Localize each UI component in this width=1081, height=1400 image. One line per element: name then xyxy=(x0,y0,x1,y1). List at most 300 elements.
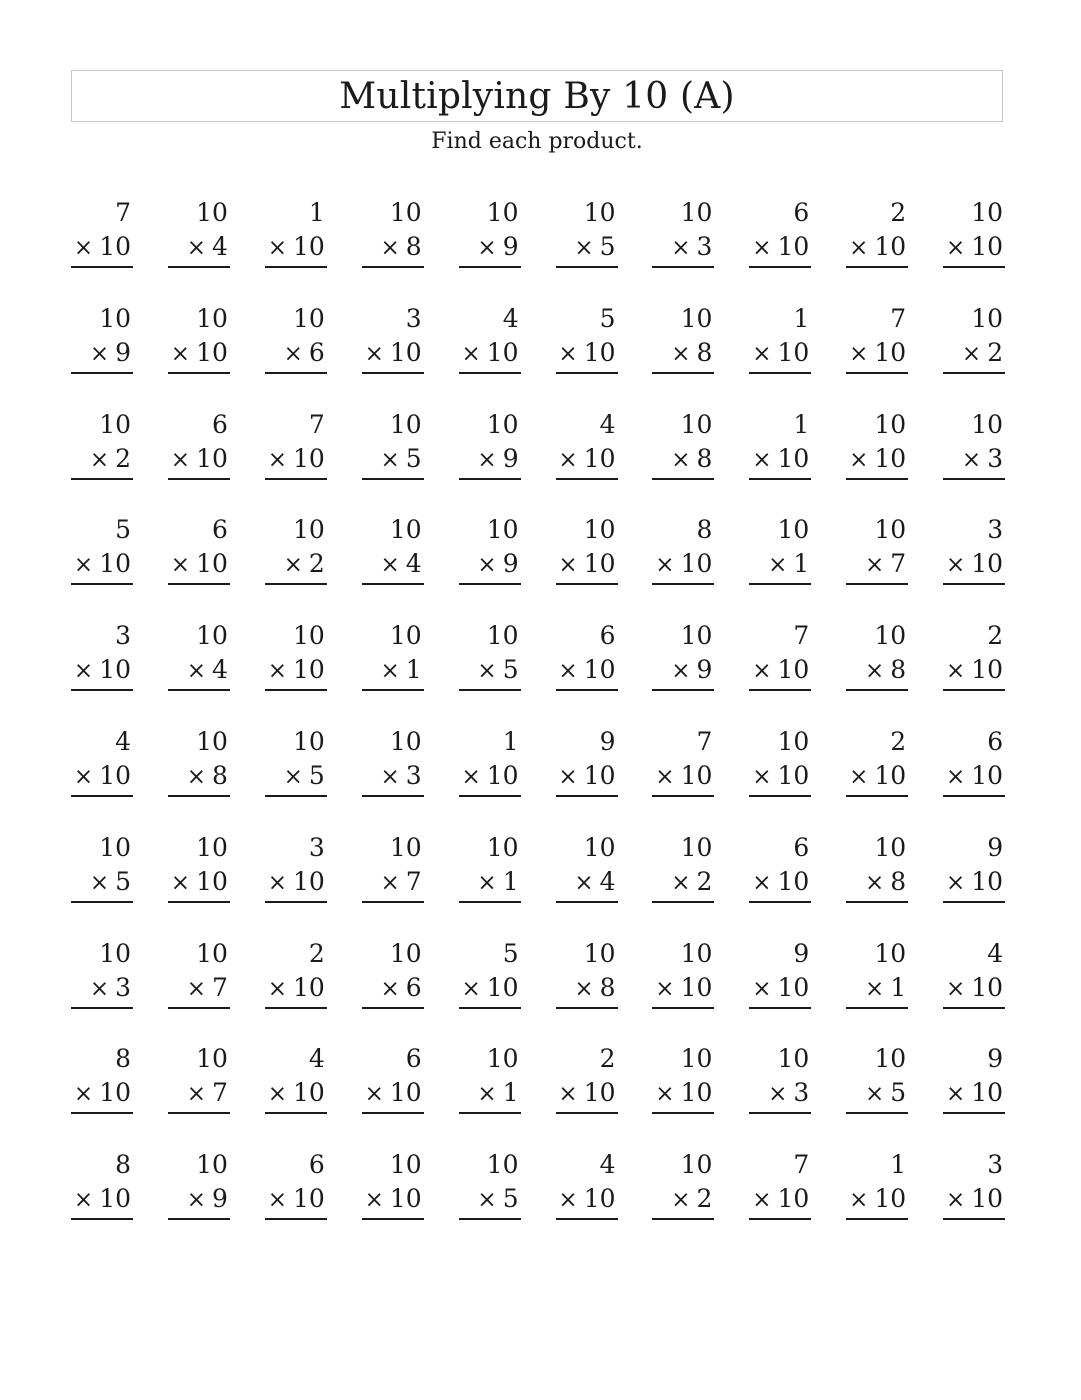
multiplier-line xyxy=(265,1076,327,1114)
multiplication-problem xyxy=(556,725,618,797)
multiplier: 10 xyxy=(777,443,810,473)
multiplier-line xyxy=(168,1182,230,1220)
multiplier: 10 xyxy=(292,232,325,261)
multiplier-line xyxy=(265,442,327,480)
multiplicand: 10 xyxy=(777,515,810,545)
multiplicand: 8 xyxy=(696,515,713,545)
worksheet-title: Multiplying By 10 (A) xyxy=(339,76,735,117)
multiplier: 10 xyxy=(777,337,810,367)
multiplicand: 10 xyxy=(292,726,325,756)
multiplier-line xyxy=(652,547,714,585)
multiplier: 7 xyxy=(405,866,422,896)
times-sign: × xyxy=(89,446,110,473)
multiplication-problem xyxy=(556,619,618,691)
times-sign: × xyxy=(283,763,303,790)
multiplicand: 10 xyxy=(196,1150,228,1180)
multiplicand: 2 xyxy=(890,726,907,756)
multiplicand: 10 xyxy=(196,1044,228,1074)
multiplication-problem xyxy=(943,196,1005,268)
multiplication-problem xyxy=(459,619,521,691)
multiplicand: 10 xyxy=(680,621,713,651)
multiplication-problem xyxy=(71,619,133,691)
multiplicand: 10 xyxy=(874,1044,907,1074)
problem-row xyxy=(71,302,1005,408)
times-sign: × xyxy=(946,235,966,261)
times-sign: × xyxy=(752,763,772,790)
multiplier: 10 xyxy=(874,443,907,473)
multiplier-line xyxy=(265,230,327,268)
times-sign: × xyxy=(655,552,675,579)
multiplicand: 10 xyxy=(196,303,228,333)
multiplicand: 10 xyxy=(486,621,519,651)
multiplicand: 10 xyxy=(486,832,519,862)
multiplier-line xyxy=(71,442,133,480)
multiplier: 10 xyxy=(874,337,907,367)
multiplication-problem xyxy=(749,619,811,691)
multiplier-line xyxy=(556,336,618,374)
multiplication-problem xyxy=(459,831,521,903)
times-sign: × xyxy=(380,446,400,473)
multiplier: 9 xyxy=(502,443,519,473)
multiplier: 3 xyxy=(405,760,422,790)
multiplier: 10 xyxy=(777,1184,810,1214)
multiplicand: 1 xyxy=(502,726,519,756)
times-sign: × xyxy=(849,340,869,367)
multiplier-line xyxy=(749,971,811,1009)
multiplicand: 9 xyxy=(987,1044,1004,1074)
multiplication-problem xyxy=(652,619,714,691)
multiplicand: 6 xyxy=(599,621,616,651)
times-sign: × xyxy=(461,763,481,790)
multiplier-line xyxy=(362,865,424,903)
multiplier-line xyxy=(846,865,908,903)
times-sign: × xyxy=(364,1187,384,1214)
multiplication-problem xyxy=(168,1148,230,1220)
times-sign: × xyxy=(73,658,94,685)
multiplier-line xyxy=(749,759,811,797)
problem-row xyxy=(71,619,1005,725)
multiplier: 10 xyxy=(196,443,228,473)
multiplication-problem xyxy=(846,831,908,903)
multiplication-problem xyxy=(749,1148,811,1220)
multiplicand: 10 xyxy=(583,938,616,968)
times-sign: × xyxy=(186,235,206,261)
times-sign: × xyxy=(946,975,966,1002)
multiplication-problem xyxy=(459,1148,521,1220)
times-sign: × xyxy=(946,1081,966,1108)
times-sign: × xyxy=(89,869,110,896)
multiplicand: 1 xyxy=(308,198,325,227)
multiplier: 2 xyxy=(308,549,325,579)
multiplier-line xyxy=(168,759,230,797)
multiplicand: 3 xyxy=(115,621,131,651)
multiplicand: 10 xyxy=(99,832,131,862)
multiplier: 9 xyxy=(502,549,519,579)
multiplier-line xyxy=(265,1182,327,1220)
multiplier-line xyxy=(459,547,521,585)
multiplication-problem xyxy=(749,725,811,797)
multiplier-line xyxy=(749,547,811,585)
times-sign: × xyxy=(186,1081,206,1108)
multiplier: 10 xyxy=(292,655,325,685)
times-sign: × xyxy=(461,340,481,367)
problem-grid xyxy=(71,196,1005,1254)
multiplier: 10 xyxy=(971,549,1004,579)
problem-row xyxy=(71,937,1005,1043)
multiplication-problem xyxy=(362,1042,424,1114)
times-sign: × xyxy=(865,1081,885,1108)
multiplication-problem xyxy=(556,196,618,268)
times-sign: × xyxy=(364,1081,384,1108)
multiplicand: 5 xyxy=(599,303,616,333)
multiplier: 10 xyxy=(874,232,907,261)
multiplier-line xyxy=(459,759,521,797)
multiplicand: 2 xyxy=(599,1044,616,1074)
multiplication-problem xyxy=(362,725,424,797)
multiplicand: 7 xyxy=(890,303,907,333)
multiplier: 10 xyxy=(583,1078,616,1108)
multiplicand: 5 xyxy=(115,515,131,545)
multiplicand: 10 xyxy=(389,515,422,545)
times-sign: × xyxy=(186,1187,206,1214)
multiplier-line xyxy=(943,442,1005,480)
multiplier: 10 xyxy=(389,1184,422,1214)
multiplication-problem xyxy=(168,937,230,1009)
multiplicand: 10 xyxy=(583,198,616,227)
multiplier: 5 xyxy=(599,232,616,261)
multiplier-line xyxy=(459,230,521,268)
multiplicand: 10 xyxy=(389,726,422,756)
multiplier: 2 xyxy=(987,337,1004,367)
multiplication-problem xyxy=(265,937,327,1009)
problem-row xyxy=(71,196,1005,302)
multiplier-line xyxy=(846,759,908,797)
multiplier-line xyxy=(749,653,811,691)
multiplicand: 7 xyxy=(793,621,810,651)
multiplicand: 6 xyxy=(211,515,228,545)
multiplier: 5 xyxy=(115,866,131,896)
multiplication-problem xyxy=(652,937,714,1009)
multiplier-line xyxy=(652,653,714,691)
times-sign: × xyxy=(671,340,691,367)
times-sign: × xyxy=(73,235,94,261)
multiplier-line xyxy=(71,1076,133,1114)
multiplier: 2 xyxy=(696,1184,713,1214)
multiplier-line xyxy=(556,759,618,797)
multiplier-line xyxy=(943,1182,1005,1220)
multiplier-line xyxy=(749,1076,811,1114)
multiplier: 4 xyxy=(599,866,616,896)
multiplier: 8 xyxy=(696,443,713,473)
times-sign: × xyxy=(283,340,303,367)
multiplier: 10 xyxy=(292,972,325,1002)
multiplier-line xyxy=(556,653,618,691)
multiplier-line xyxy=(362,1182,424,1220)
multiplicand: 10 xyxy=(777,726,810,756)
multiplicand: 2 xyxy=(308,938,325,968)
multiplier: 10 xyxy=(583,337,616,367)
multiplication-problem xyxy=(71,831,133,903)
multiplication-problem xyxy=(71,513,133,585)
multiplier-line xyxy=(943,1076,1005,1114)
multiplicand: 4 xyxy=(599,1150,616,1180)
multiplication-problem xyxy=(943,513,1005,585)
multiplication-problem xyxy=(943,619,1005,691)
multiplicand: 8 xyxy=(115,1150,131,1180)
times-sign: × xyxy=(380,235,400,261)
multiplier-line xyxy=(265,653,327,691)
multiplier-line xyxy=(652,336,714,374)
multiplication-problem xyxy=(71,937,133,1009)
multiplication-problem xyxy=(846,1148,908,1220)
multiplication-problem xyxy=(749,831,811,903)
multiplication-problem xyxy=(652,725,714,797)
multiplication-problem xyxy=(362,937,424,1009)
times-sign: × xyxy=(574,869,594,896)
multiplicand: 10 xyxy=(583,515,616,545)
multiplier: 8 xyxy=(890,866,907,896)
multiplier-line xyxy=(943,759,1005,797)
multiplier: 1 xyxy=(890,972,907,1002)
multiplier: 8 xyxy=(890,655,907,685)
multiplication-problem xyxy=(943,937,1005,1009)
multiplication-problem xyxy=(265,302,327,374)
multiplier-line xyxy=(71,336,133,374)
multiplication-problem xyxy=(652,513,714,585)
times-sign: × xyxy=(89,340,110,367)
multiplicand: 7 xyxy=(308,409,325,439)
multiplicand: 10 xyxy=(971,303,1004,333)
multiplicand: 4 xyxy=(115,726,131,756)
times-sign: × xyxy=(655,1081,675,1108)
multiplier-line xyxy=(943,971,1005,1009)
multiplier: 5 xyxy=(502,1184,519,1214)
times-sign: × xyxy=(558,1187,578,1214)
multiplier-line xyxy=(459,865,521,903)
multiplier-line xyxy=(556,971,618,1009)
problem-row xyxy=(71,408,1005,514)
multiplier-line xyxy=(652,759,714,797)
multiplicand: 10 xyxy=(874,515,907,545)
multiplication-problem xyxy=(362,196,424,268)
multiplicand: 2 xyxy=(987,621,1004,651)
multiplier: 10 xyxy=(680,760,713,790)
multiplicand: 7 xyxy=(793,1150,810,1180)
multiplication-problem xyxy=(71,196,133,268)
multiplier: 10 xyxy=(292,1078,325,1108)
multiplication-problem xyxy=(71,1042,133,1114)
problem-row xyxy=(71,725,1005,831)
title-box xyxy=(71,70,1003,122)
multiplication-problem xyxy=(749,408,811,480)
multiplier-line xyxy=(71,653,133,691)
multiplier: 10 xyxy=(971,1078,1004,1108)
times-sign: × xyxy=(380,975,400,1002)
multiplier-line xyxy=(652,1076,714,1114)
multiplier: 10 xyxy=(971,760,1004,790)
multiplicand: 10 xyxy=(99,409,131,439)
multiplier: 10 xyxy=(583,443,616,473)
multiplier-line xyxy=(556,442,618,480)
multiplier-line xyxy=(168,547,230,585)
multiplicand: 10 xyxy=(196,621,228,651)
multiplier: 10 xyxy=(777,232,810,261)
multiplier: 1 xyxy=(405,655,422,685)
multiplier: 10 xyxy=(971,1184,1004,1214)
times-sign: × xyxy=(267,446,287,473)
multiplier: 10 xyxy=(971,866,1004,896)
multiplier-line xyxy=(556,1076,618,1114)
multiplication-problem xyxy=(846,513,908,585)
multiplication-problem xyxy=(652,831,714,903)
times-sign: × xyxy=(961,340,982,367)
multiplicand: 2 xyxy=(890,198,907,227)
multiplication-problem xyxy=(652,302,714,374)
multiplier-line xyxy=(652,865,714,903)
multiplier: 10 xyxy=(99,1184,131,1214)
multiplication-problem xyxy=(846,725,908,797)
multiplier-line xyxy=(846,442,908,480)
multiplication-problem xyxy=(362,302,424,374)
times-sign: × xyxy=(364,340,384,367)
times-sign: × xyxy=(73,763,94,790)
multiplier-line xyxy=(265,759,327,797)
multiplier-line xyxy=(943,865,1005,903)
multiplication-problem xyxy=(265,408,327,480)
multiplier: 9 xyxy=(211,1184,228,1214)
multiplicand: 10 xyxy=(486,409,519,439)
multiplier: 10 xyxy=(583,760,616,790)
multiplier: 10 xyxy=(583,1184,616,1214)
times-sign: × xyxy=(477,552,497,579)
multiplier-line xyxy=(846,1182,908,1220)
multiplier: 3 xyxy=(115,972,131,1002)
multiplication-problem xyxy=(362,619,424,691)
multiplier-line xyxy=(168,230,230,268)
multiplier-line xyxy=(846,230,908,268)
times-sign: × xyxy=(73,1081,94,1108)
multiplier: 10 xyxy=(971,655,1004,685)
multiplier: 8 xyxy=(211,760,228,790)
multiplication-problem xyxy=(459,937,521,1009)
multiplier-line xyxy=(459,442,521,480)
multiplier-line xyxy=(168,1076,230,1114)
multiplier-line xyxy=(652,971,714,1009)
multiplier: 1 xyxy=(502,1078,519,1108)
multiplicand: 9 xyxy=(599,726,616,756)
multiplication-problem xyxy=(652,1148,714,1220)
multiplier: 8 xyxy=(405,232,422,261)
multiplier-line xyxy=(943,547,1005,585)
multiplier: 3 xyxy=(793,1078,810,1108)
multiplier: 10 xyxy=(777,972,810,1002)
times-sign: × xyxy=(752,1187,772,1214)
multiplication-problem xyxy=(943,302,1005,374)
multiplication-problem xyxy=(459,408,521,480)
times-sign: × xyxy=(477,869,497,896)
multiplication-problem xyxy=(71,302,133,374)
multiplier: 10 xyxy=(680,549,713,579)
multiplier: 6 xyxy=(405,972,422,1002)
multiplicand: 10 xyxy=(874,621,907,651)
times-sign: × xyxy=(865,869,885,896)
multiplier-line xyxy=(749,1182,811,1220)
multiplicand: 6 xyxy=(793,832,810,862)
multiplier-line xyxy=(749,230,811,268)
problem-row xyxy=(71,513,1005,619)
times-sign: × xyxy=(961,446,982,473)
multiplier-line xyxy=(362,653,424,691)
times-sign: × xyxy=(574,235,594,261)
multiplicand: 9 xyxy=(793,938,810,968)
multiplicand: 10 xyxy=(680,409,713,439)
multiplication-problem xyxy=(265,619,327,691)
times-sign: × xyxy=(73,552,94,579)
multiplicand: 10 xyxy=(196,726,228,756)
multiplier-line xyxy=(168,653,230,691)
multiplier: 9 xyxy=(696,655,713,685)
multiplication-problem xyxy=(459,725,521,797)
multiplication-problem xyxy=(749,513,811,585)
multiplier-line xyxy=(943,653,1005,691)
multiplication-problem xyxy=(652,1042,714,1114)
multiplication-problem xyxy=(459,302,521,374)
multiplicand: 8 xyxy=(115,1044,131,1074)
times-sign: × xyxy=(558,446,578,473)
multiplier: 9 xyxy=(502,232,519,261)
multiplicand: 1 xyxy=(793,409,810,439)
multiplier: 10 xyxy=(486,972,519,1002)
multiplicand: 10 xyxy=(680,1150,713,1180)
times-sign: × xyxy=(768,552,788,579)
multiplication-problem xyxy=(556,302,618,374)
multiplier: 6 xyxy=(308,337,325,367)
multiplicand: 10 xyxy=(389,938,422,968)
multiplier: 2 xyxy=(696,866,713,896)
times-sign: × xyxy=(946,763,966,790)
times-sign: × xyxy=(558,1081,578,1108)
multiplication-problem xyxy=(846,1042,908,1114)
times-sign: × xyxy=(170,340,191,367)
multiplication-problem xyxy=(71,1148,133,1220)
times-sign: × xyxy=(849,446,869,473)
multiplier-line xyxy=(459,1076,521,1114)
multiplication-problem xyxy=(556,831,618,903)
multiplier: 10 xyxy=(99,760,131,790)
multiplier-line xyxy=(652,1182,714,1220)
multiplication-problem xyxy=(362,513,424,585)
multiplication-problem xyxy=(556,408,618,480)
multiplier: 10 xyxy=(486,760,519,790)
multiplication-problem xyxy=(362,1148,424,1220)
times-sign: × xyxy=(671,1187,691,1214)
times-sign: × xyxy=(752,446,772,473)
multiplication-problem xyxy=(265,513,327,585)
multiplicand: 4 xyxy=(308,1044,325,1074)
multiplier: 5 xyxy=(890,1078,907,1108)
multiplier-line xyxy=(168,442,230,480)
multiplier-line xyxy=(556,547,618,585)
multiplicand: 10 xyxy=(680,303,713,333)
times-sign: × xyxy=(558,658,578,685)
multiplier-line xyxy=(71,230,133,268)
multiplicand: 6 xyxy=(211,409,228,439)
multiplier: 10 xyxy=(99,232,131,261)
multiplier: 5 xyxy=(502,655,519,685)
times-sign: × xyxy=(752,340,772,367)
times-sign: × xyxy=(267,1187,287,1214)
multiplier-line xyxy=(846,971,908,1009)
